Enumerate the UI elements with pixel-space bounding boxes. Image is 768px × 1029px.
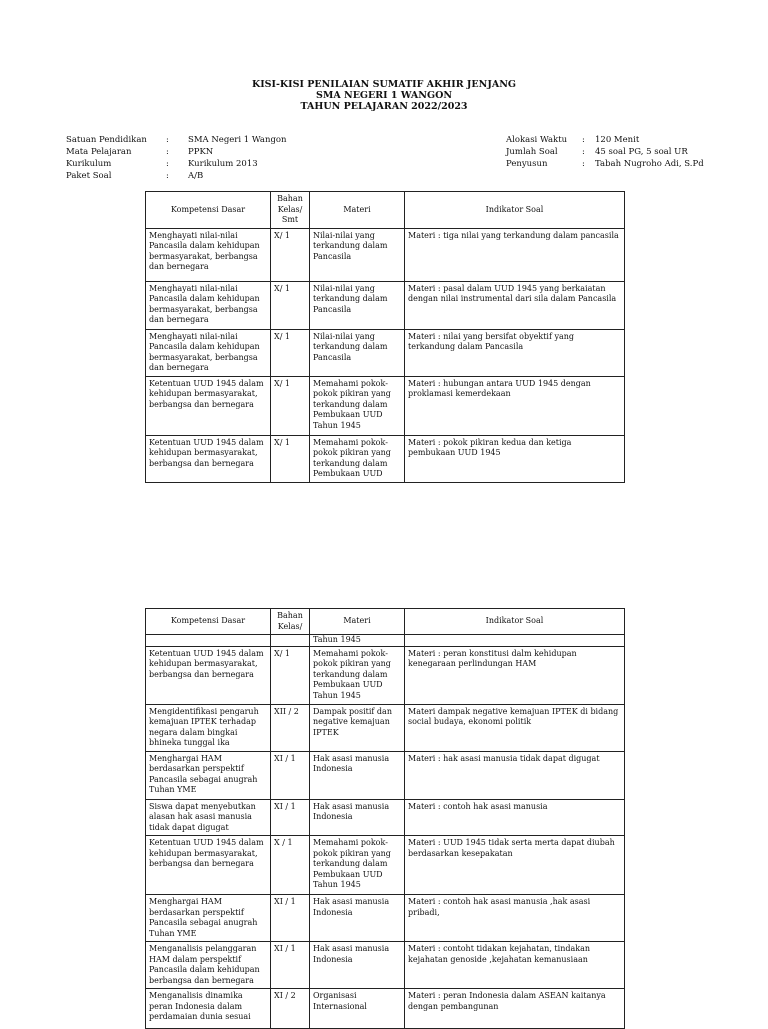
- cell-kelas: XI / 1: [271, 895, 310, 942]
- cell-indikator: Materi : nilai yang bersifat obyektif yang terkandung dalam Pancasila: [405, 329, 625, 376]
- column-header: Kompetensi Dasar: [146, 609, 271, 635]
- table-header-row: [146, 609, 625, 635]
- cell-indikator: Materi : hubungan antara UUD 1945 dengan proklamasi kemerdekaan: [405, 376, 625, 435]
- cell-kelas: XI / 2: [271, 989, 310, 1029]
- cell-indikator: Materi : contoh hak asasi manusia: [405, 799, 625, 836]
- cell-materi: Memahami pokok-pokok pikiran yang terkandung dalam Pembukaan UUD Tahun 1945: [310, 376, 405, 435]
- cell-materi: Memahami pokok-pokok pikiran yang terkandung dalam Pembukaan UUD Tahun 1945: [310, 646, 405, 704]
- cell-indikator: Materi : tiga nilai yang terkandung dalam pancasila: [405, 228, 625, 281]
- identity-row: Paket Soal : A/B: [66, 171, 204, 181]
- cell-indikator: Materi : UUD 1945 tidak serta merta dapat diubah berdasarkan kesepakatan: [405, 836, 625, 895]
- cell-indikator: Materi : contoht tidakan kejahatan, tindakan kejahatan genoside ,kejahatan kemanusiaan: [405, 942, 625, 989]
- title-line-1: KISI-KISI PENILAIAN SUMATIF AKHIR JENJANG: [251, 79, 517, 90]
- cell-indikator: Materi : pasal dalam UUD 1945 yang berkaiatan dengan nilai instrumental dari sila dalam Pancasila: [405, 281, 625, 329]
- identity-row: Alokasi Waktu : 120 Menit: [506, 135, 640, 145]
- cell-kelas: [271, 635, 310, 647]
- table-row: [146, 635, 625, 647]
- table-row: [146, 435, 625, 482]
- column-header: Bahan Kelas/: [271, 609, 310, 635]
- table-row: [146, 836, 625, 895]
- table-row: [146, 228, 625, 281]
- cell-kompetensi: Menghayati nilai-nilai Pancasila dalam kehidupan bermasyarakat, berbangsa dan bernegara: [146, 228, 271, 281]
- identity-right: [506, 134, 704, 170]
- cell-materi: Nilai-nilai yang terkandung dalam Pancasila: [310, 228, 405, 281]
- cell-kompetensi: Ketentuan UUD 1945 dalam kehidupan bermasyarakat, berbangsa dan bernegara: [146, 435, 271, 482]
- cell-kompetensi: Menghayati nilai-nilai Pancasila dalam kehidupan bermasyarakat, berbangsa dan bernegara: [146, 329, 271, 376]
- cell-materi: Nilai-nilai yang terkandung dalam Pancasila: [310, 329, 405, 376]
- table-row: [146, 329, 625, 376]
- cell-kelas: X/ 1: [271, 376, 310, 435]
- cell-materi: Nilai-nilai yang terkandung dalam Pancasila: [310, 281, 405, 329]
- table-row: [146, 376, 625, 435]
- cell-kelas: XI / 1: [271, 942, 310, 989]
- cell-materi: Hak asasi manusia Indonesia: [310, 942, 405, 989]
- cell-materi: Hak asasi manusia Indonesia: [310, 799, 405, 836]
- cell-kompetensi: Menghargai HAM berdasarkan perspektif Pancasila sebagai anugrah Tuhan YME: [146, 895, 271, 942]
- title-line-2: SMA NEGERI 1 WANGON: [315, 90, 453, 101]
- column-header: Materi: [310, 609, 405, 635]
- cell-indikator: Materi dampak negative kemajuan IPTEK di bidang social budaya, ekonomi politik: [405, 704, 625, 751]
- table-row: [146, 751, 625, 799]
- column-header: Kompetensi Dasar: [146, 192, 271, 229]
- table-header-row: [146, 192, 625, 229]
- cell-kelas: X/ 1: [271, 329, 310, 376]
- column-header: Indikator Soal: [405, 192, 625, 229]
- table-row: [146, 799, 625, 836]
- cell-materi: Memahami pokok-pokok pikiran yang terkandung dalam Pembukaan UUD: [310, 435, 405, 482]
- grid-table-2: [145, 608, 625, 1029]
- table-row: [146, 989, 625, 1029]
- cell-kompetensi: Ketentuan UUD 1945 dalam kehidupan bermasyarakat, berbangsa dan bernegara: [146, 376, 271, 435]
- table-row: [146, 895, 625, 942]
- cell-kompetensi: Ketentuan UUD 1945 dalam kehidupan bermasyarakat, berbangsa dan bernegara: [146, 836, 271, 895]
- grid-table-1: [145, 191, 625, 483]
- cell-kompetensi: Mengidentifikasi pengaruh kemajuan IPTEK terhadap negara dalam bingkai bhineka tunggal ika: [146, 704, 271, 751]
- cell-indikator: [405, 635, 625, 647]
- cell-kompetensi: Menghayati nilai-nilai Pancasila dalam kehidupan bermasyarakat, berbangsa dan bernegara: [146, 281, 271, 329]
- cell-materi: Hak asasi manusia Indonesia: [310, 895, 405, 942]
- cell-indikator: Materi : hak asasi manusia tidak dapat digugat: [405, 751, 625, 799]
- cell-kelas: X/ 1: [271, 435, 310, 482]
- table-row: [146, 646, 625, 704]
- identity-row: Satuan Pendidikan : SMA Negeri 1 Wangon: [66, 135, 287, 145]
- cell-kompetensi: Ketentuan UUD 1945 dalam kehidupan bermasyarakat, berbangsa dan bernegara: [146, 646, 271, 704]
- cell-kelas: XI / 1: [271, 799, 310, 836]
- cell-kelas: XI / 1: [271, 751, 310, 799]
- cell-kelas: X/ 1: [271, 281, 310, 329]
- cell-materi: Dampak positif dan negative kemajuan IPTEK: [310, 704, 405, 751]
- cell-indikator: Materi : peran Indonesia dalam ASEAN kaitanya dengan pembangunan: [405, 989, 625, 1029]
- cell-indikator: Materi : peran konstitusi dalm kehidupan kenegaraan perlindungan HAM: [405, 646, 625, 704]
- identity-left: [66, 134, 286, 182]
- identity-row: Jumlah Soal : 45 soal PG, 5 soal UR: [506, 147, 688, 157]
- column-header: Indikator Soal: [405, 609, 625, 635]
- title-line-3: TAHUN PELAJARAN 2022/2023: [300, 101, 468, 112]
- column-header: Bahan Kelas/ Smt: [271, 192, 310, 229]
- cell-kelas: X/ 1: [271, 228, 310, 281]
- identity-row: Mata Pelajaran : PPKN: [66, 147, 214, 157]
- cell-materi: Organisasi Internasional: [310, 989, 405, 1029]
- cell-kelas: X / 1: [271, 836, 310, 895]
- cell-indikator: Materi : pokok pikiran kedua dan ketiga pembukaan UUD 1945: [405, 435, 625, 482]
- cell-materi: Tahun 1945: [310, 635, 405, 647]
- cell-materi: Memahami pokok-pokok pikiran yang terkandung dalam Pembukaan UUD Tahun 1945: [310, 836, 405, 895]
- column-header: Materi: [310, 192, 405, 229]
- cell-kompetensi: Menganalisis dinamika peran Indonesia dalam perdamaian dunia sesuai: [146, 989, 271, 1029]
- cell-kompetensi: Siswa dapat menyebutkan alasan hak asasi manusia tidak dapat digugat: [146, 799, 271, 836]
- cell-kelas: XII / 2: [271, 704, 310, 751]
- table-row: [146, 281, 625, 329]
- identity-row: Penyusun : Tabah Nugroho Adi, S.Pd: [506, 159, 704, 169]
- cell-kompetensi: [146, 635, 271, 647]
- cell-indikator: Materi : contoh hak asasi manusia ,hak asasi pribadi,: [405, 895, 625, 942]
- table-row: [146, 942, 625, 989]
- cell-materi: Hak asasi manusia Indonesia: [310, 751, 405, 799]
- identity-row: Kurikulum : Kurikulum 2013: [66, 159, 258, 169]
- cell-kompetensi: Menganalisis pelanggaran HAM dalam perspektif Pancasila dalam kehidupan berbangsa dan bernegara: [146, 942, 271, 989]
- cell-kelas: X/ 1: [271, 646, 310, 704]
- table-row: [146, 704, 625, 751]
- cell-kompetensi: Menghargai HAM berdasarkan perspektif Pancasila sebagai anugrah Tuhan YME: [146, 751, 271, 799]
